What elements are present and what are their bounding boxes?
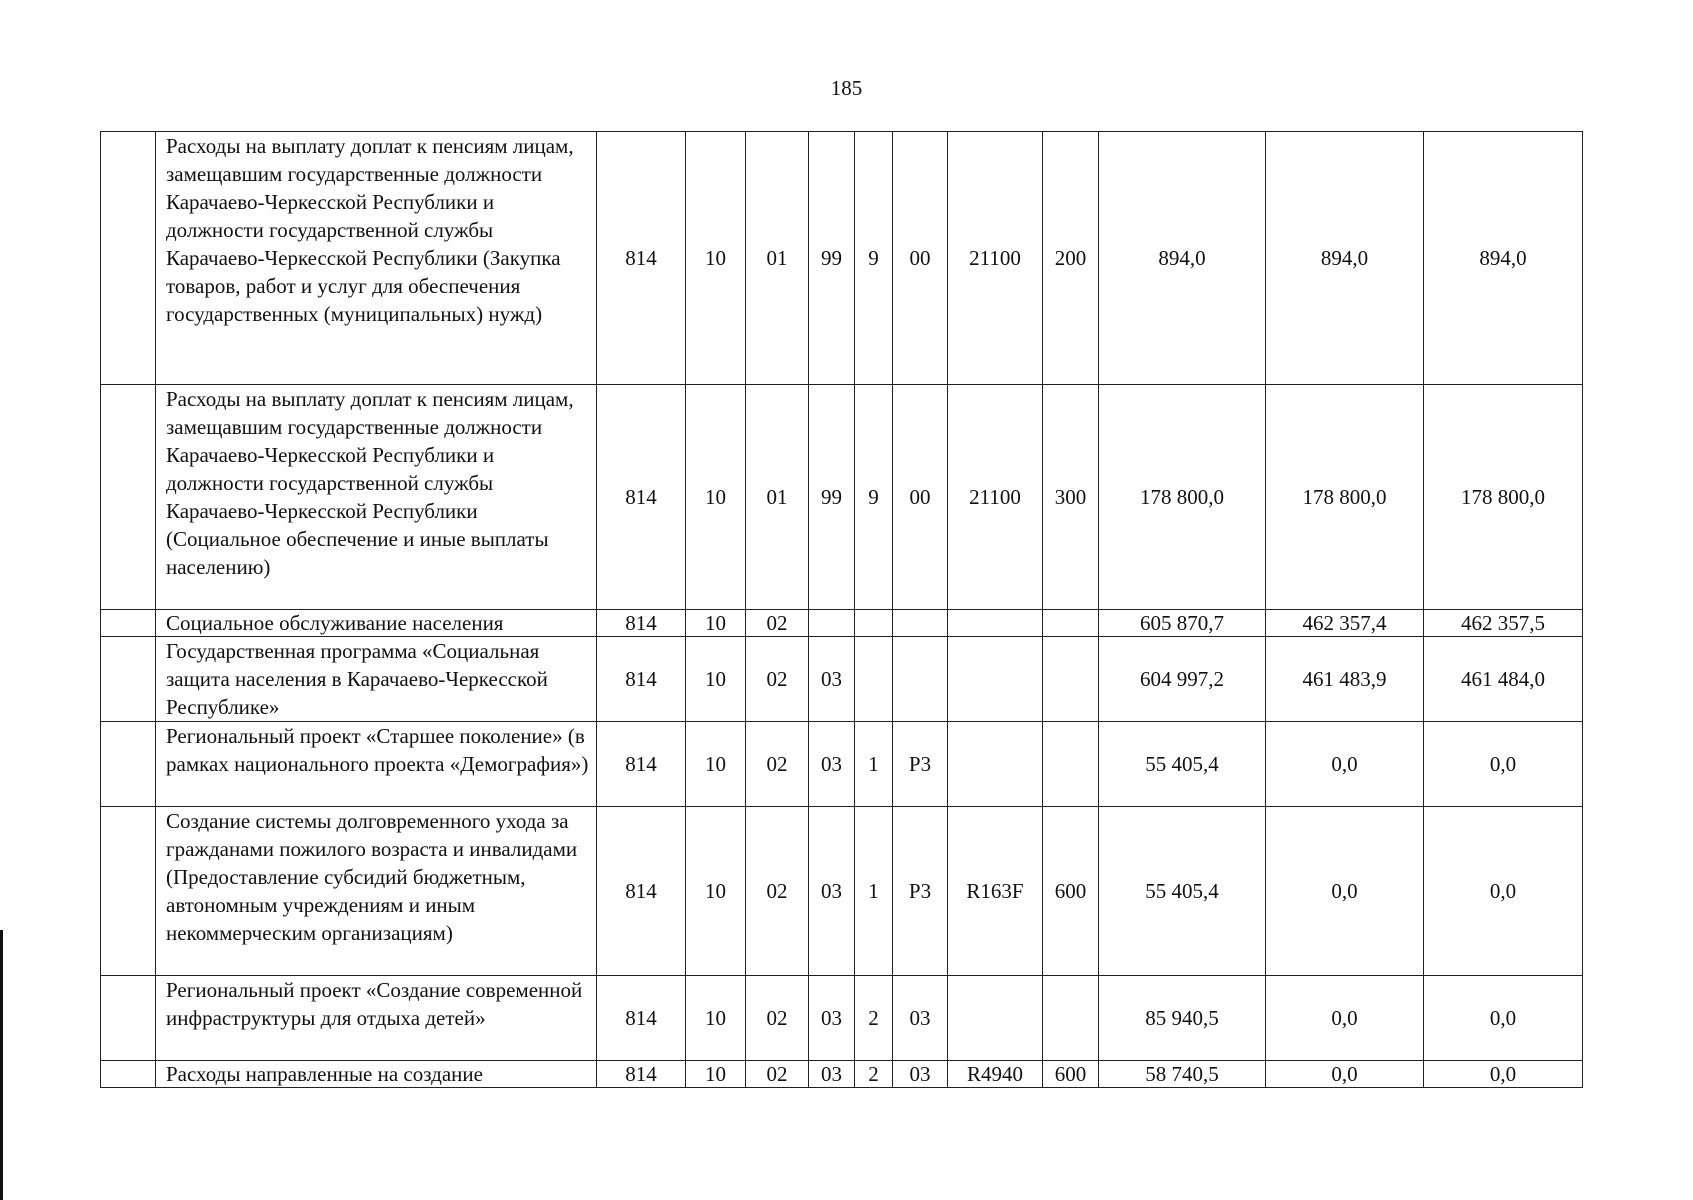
amount-year-1: 55 405,4	[1099, 807, 1266, 976]
expense-name: Расходы направленные на создание	[156, 1061, 597, 1088]
code-section: 10	[686, 807, 746, 976]
amount-year-2: 0,0	[1266, 722, 1424, 807]
budget-table	[100, 131, 1583, 1088]
amount-year-3: 178 800,0	[1424, 385, 1583, 610]
code-project	[893, 610, 948, 637]
code-project: 00	[893, 132, 948, 385]
table-row	[101, 132, 1583, 385]
row-number-cell	[101, 807, 156, 976]
code-direction	[948, 637, 1043, 722]
scan-edge-mark	[0, 930, 3, 1200]
code-section: 10	[686, 637, 746, 722]
code-section: 10	[686, 610, 746, 637]
amount-year-2: 178 800,0	[1266, 385, 1424, 610]
code-subsection: 02	[746, 722, 809, 807]
code-subsection: 02	[746, 1061, 809, 1088]
code-subsection: 01	[746, 132, 809, 385]
row-number-cell	[101, 610, 156, 637]
row-number-cell	[101, 1061, 156, 1088]
code-subprogram	[855, 637, 893, 722]
code-subprogram: 2	[855, 1061, 893, 1088]
code-project: P3	[893, 807, 948, 976]
table-row	[101, 1061, 1583, 1088]
table-row	[101, 385, 1583, 610]
amount-year-1: 55 405,4	[1099, 722, 1266, 807]
amount-year-3: 0,0	[1424, 807, 1583, 976]
code-program: 99	[809, 132, 855, 385]
code-program	[809, 610, 855, 637]
code-expense-type	[1043, 976, 1099, 1061]
code-program: 03	[809, 637, 855, 722]
code-ministry: 814	[597, 976, 686, 1061]
amount-year-1: 605 870,7	[1099, 610, 1266, 637]
amount-year-2: 0,0	[1266, 1061, 1424, 1088]
code-section: 10	[686, 1061, 746, 1088]
table-row	[101, 976, 1583, 1061]
code-expense-type	[1043, 722, 1099, 807]
amount-year-2: 461 483,9	[1266, 637, 1424, 722]
expense-name: Государственная программа «Социальная защита населения в Карачаево-Черкесской Республике»	[156, 637, 597, 722]
amount-year-3: 0,0	[1424, 1061, 1583, 1088]
code-subprogram: 2	[855, 976, 893, 1061]
code-ministry: 814	[597, 1061, 686, 1088]
code-expense-type: 300	[1043, 385, 1099, 610]
code-ministry: 814	[597, 610, 686, 637]
code-direction: 21100	[948, 132, 1043, 385]
expense-name: Расходы на выплату доплат к пенсиям лицам, замещавшим государственные должности Карачаево-Черкесской Республики и должности государственной службы Карачаево-Черкесской Республики (Социальное обеспечение и иные выплаты населению)	[156, 385, 597, 610]
expense-name: Расходы на выплату доплат к пенсиям лицам, замещавшим государственные должности Карачаево-Черкесской Республики и должности государственной службы Карачаево-Черкесской Республики (Закупка товаров, работ и услуг для обеспечения государственных (муниципальных) нужд)	[156, 132, 597, 385]
code-expense-type: 600	[1043, 807, 1099, 976]
code-project: P3	[893, 722, 948, 807]
amount-year-3: 461 484,0	[1424, 637, 1583, 722]
code-section: 10	[686, 722, 746, 807]
code-subsection: 02	[746, 807, 809, 976]
table-row	[101, 610, 1583, 637]
amount-year-3: 0,0	[1424, 722, 1583, 807]
amount-year-2: 0,0	[1266, 976, 1424, 1061]
code-direction: R163F	[948, 807, 1043, 976]
code-direction	[948, 976, 1043, 1061]
page-number: 185	[830, 76, 863, 100]
code-subsection: 01	[746, 385, 809, 610]
amount-year-1: 85 940,5	[1099, 976, 1266, 1061]
code-direction	[948, 610, 1043, 637]
code-subprogram: 1	[855, 722, 893, 807]
code-subprogram	[855, 610, 893, 637]
code-ministry: 814	[597, 132, 686, 385]
amount-year-1: 178 800,0	[1099, 385, 1266, 610]
code-direction	[948, 722, 1043, 807]
amount-year-1: 604 997,2	[1099, 637, 1266, 722]
code-program: 99	[809, 385, 855, 610]
row-number-cell	[101, 385, 156, 610]
code-section: 10	[686, 976, 746, 1061]
amount-year-3: 462 357,5	[1424, 610, 1583, 637]
code-expense-type: 200	[1043, 132, 1099, 385]
table-row	[101, 637, 1583, 722]
row-number-cell	[101, 637, 156, 722]
amount-year-3: 0,0	[1424, 976, 1583, 1061]
code-subsection: 02	[746, 610, 809, 637]
amount-year-3: 894,0	[1424, 132, 1583, 385]
code-subprogram: 9	[855, 132, 893, 385]
code-program: 03	[809, 976, 855, 1061]
code-expense-type: 600	[1043, 1061, 1099, 1088]
code-ministry: 814	[597, 637, 686, 722]
code-project: 03	[893, 1061, 948, 1088]
code-ministry: 814	[597, 722, 686, 807]
code-ministry: 814	[597, 385, 686, 610]
amount-year-1: 894,0	[1099, 132, 1266, 385]
code-subsection: 02	[746, 637, 809, 722]
code-direction: R4940	[948, 1061, 1043, 1088]
code-subprogram: 9	[855, 385, 893, 610]
table-row	[101, 722, 1583, 807]
code-project	[893, 637, 948, 722]
expense-name: Создание системы долговременного ухода за гражданами пожилого возраста и инвалидами (Предоставление субсидий бюджетным, автономным учреждениям и иным некоммерческим организациям)	[156, 807, 597, 976]
code-ministry: 814	[597, 807, 686, 976]
expense-name: Региональный проект «Создание современной инфраструктуры для отдыха детей»	[156, 976, 597, 1061]
code-section: 10	[686, 385, 746, 610]
code-program: 03	[809, 1061, 855, 1088]
expense-name: Региональный проект «Старшее поколение» (в рамках национального проекта «Демография»)	[156, 722, 597, 807]
code-program: 03	[809, 807, 855, 976]
code-expense-type	[1043, 637, 1099, 722]
row-number-cell	[101, 722, 156, 807]
amount-year-2: 0,0	[1266, 807, 1424, 976]
row-number-cell	[101, 976, 156, 1061]
code-expense-type	[1043, 610, 1099, 637]
expense-name: Социальное обслуживание населения	[156, 610, 597, 637]
amount-year-1: 58 740,5	[1099, 1061, 1266, 1088]
amount-year-2: 894,0	[1266, 132, 1424, 385]
code-section: 10	[686, 132, 746, 385]
code-direction: 21100	[948, 385, 1043, 610]
code-subprogram: 1	[855, 807, 893, 976]
amount-year-2: 462 357,4	[1266, 610, 1424, 637]
row-number-cell	[101, 132, 156, 385]
table-row	[101, 807, 1583, 976]
code-project: 00	[893, 385, 948, 610]
code-program: 03	[809, 722, 855, 807]
code-subsection: 02	[746, 976, 809, 1061]
code-project: 03	[893, 976, 948, 1061]
